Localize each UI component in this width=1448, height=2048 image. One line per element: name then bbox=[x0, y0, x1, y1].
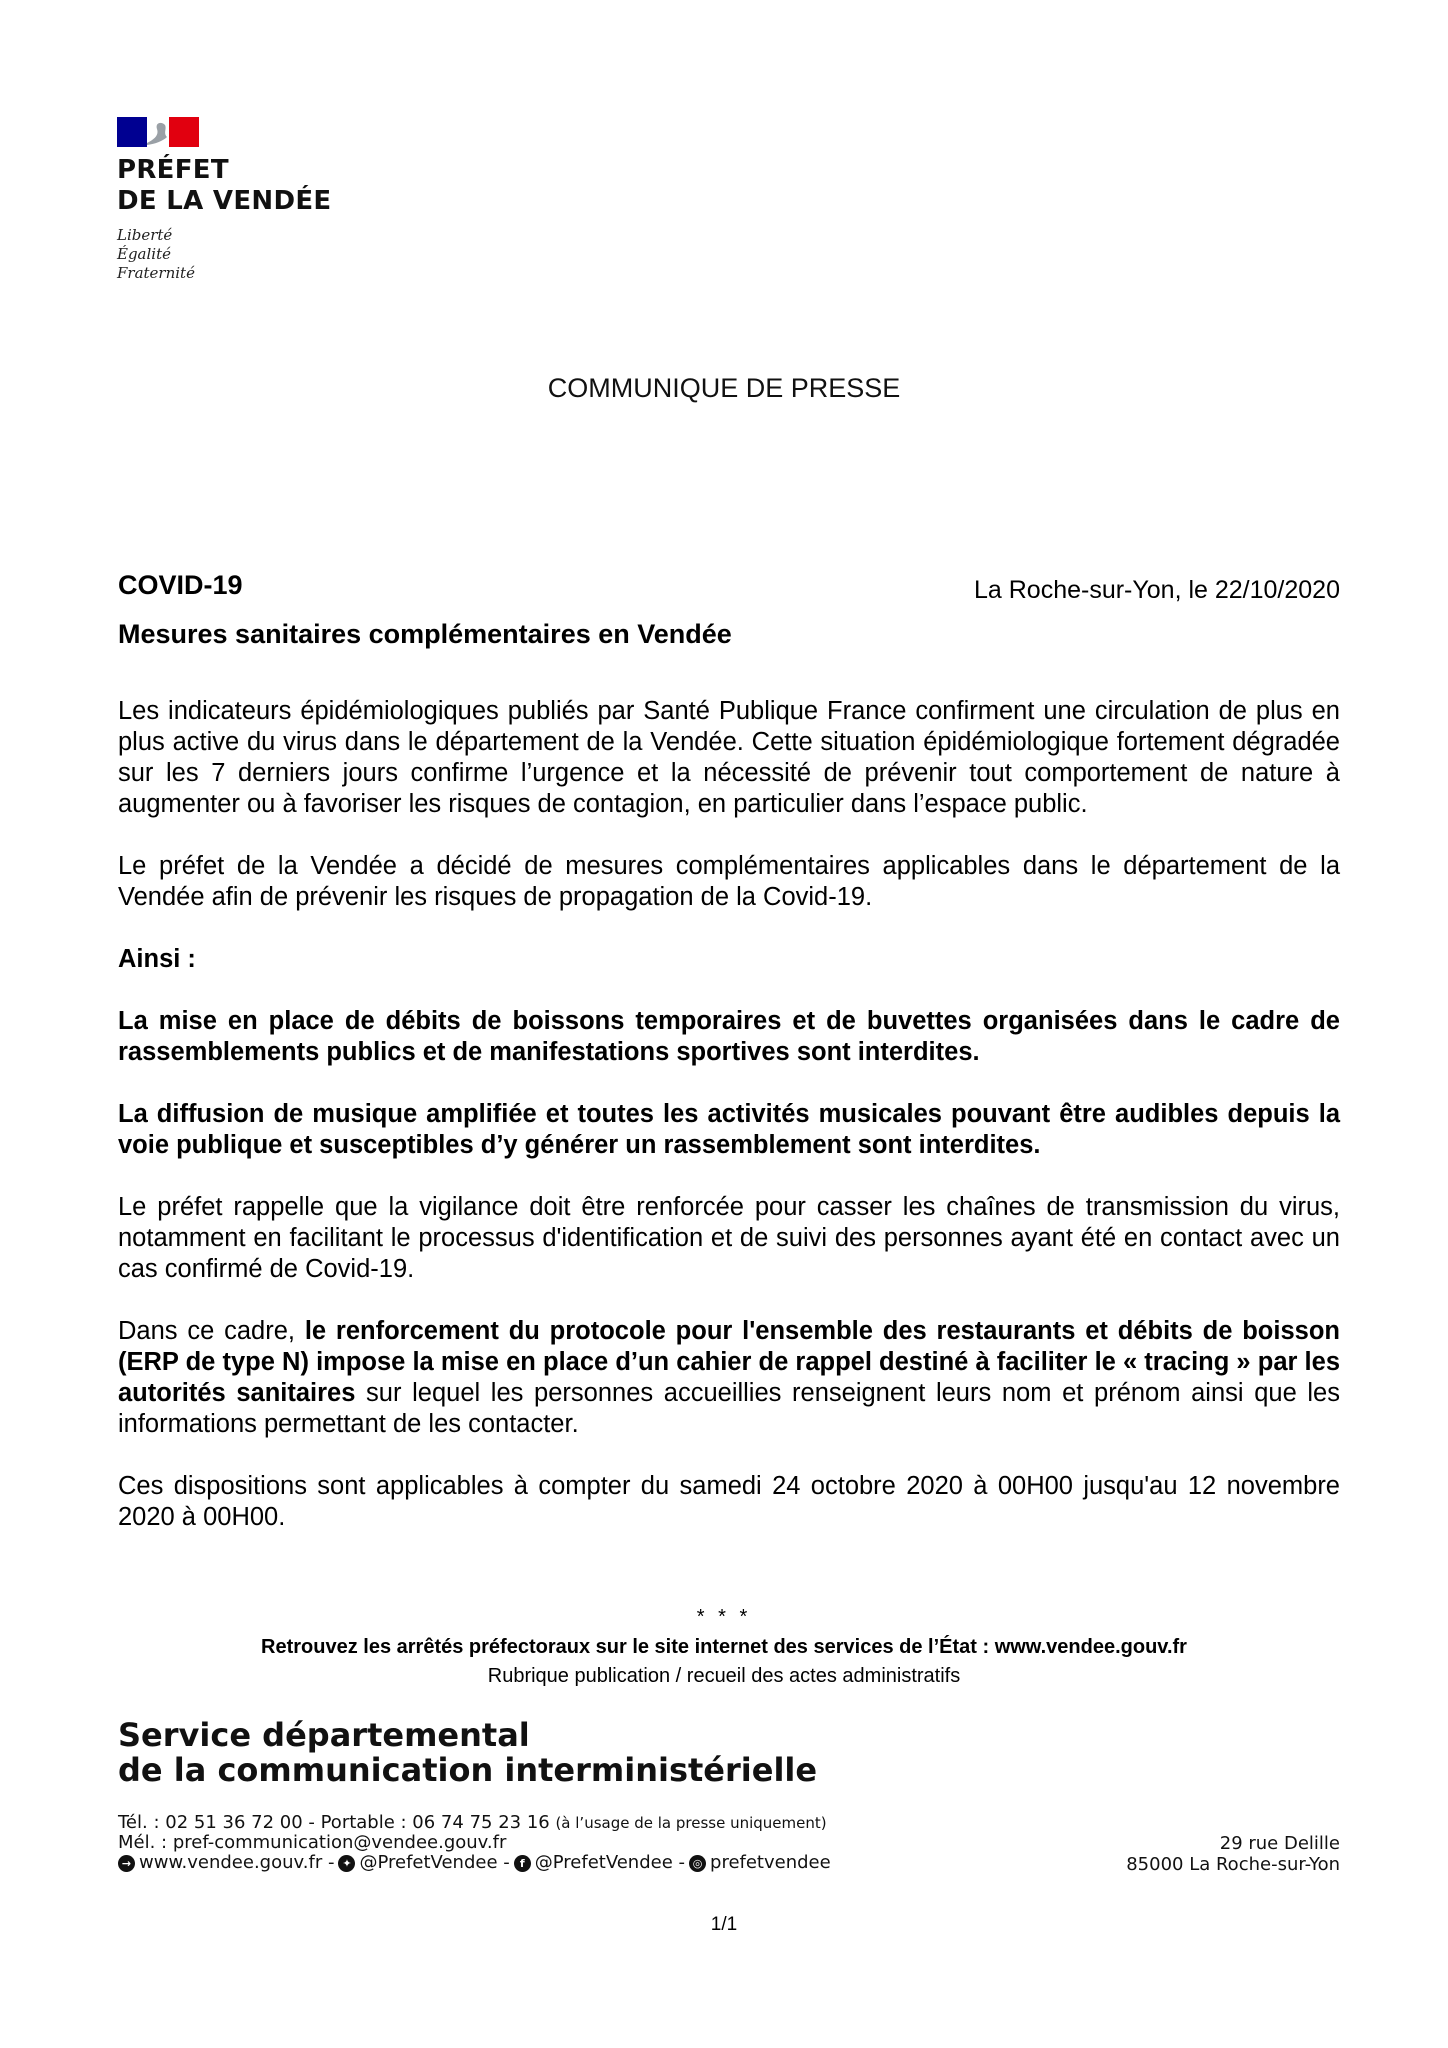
prefecture-logo bbox=[117, 117, 331, 283]
page-number: 1/1 bbox=[710, 1914, 738, 1935]
measure-drinks-ban: La mise en place de débits de boissons temporaires et de buvettes organisées dans le cadre de rassemblements publics et de manifestations sportives sont interdites. bbox=[118, 1007, 1340, 1066]
measure-music-ban: La diffusion de musique amplifiée et toutes les activités musicales pouvant être audibles depuis la voie publique et susceptibles d’y générer un rassemblement sont interdites. bbox=[118, 1100, 1340, 1159]
email-line: Mél. : pref-communication@vendee.gouv.fr bbox=[118, 1832, 507, 1853]
phone-note: (à l’usage de la presse uniquement) bbox=[555, 1814, 827, 1832]
republic-motto bbox=[117, 226, 331, 283]
press-release-body bbox=[118, 696, 1340, 1564]
social-links bbox=[118, 1853, 831, 1873]
motto-liberte: Liberté bbox=[117, 226, 173, 244]
phone-line bbox=[118, 1813, 831, 1833]
website-rubric: Rubrique publication / recueil des actes administratifs bbox=[487, 1665, 961, 1687]
motto-fraternite: Fraternité bbox=[117, 264, 195, 282]
subject-title: COVID-19 bbox=[118, 570, 243, 600]
website-link: www.vendee.gouv.fr - bbox=[139, 1852, 335, 1873]
instagram-icon: ◎ bbox=[689, 1855, 706, 1872]
document-type-title: COMMUNIQUE DE PRESSE bbox=[547, 373, 901, 403]
service-name-line-2: de la communication interministérielle bbox=[118, 1751, 818, 1789]
dateline: La Roche-sur-Yon, le 22/10/2020 bbox=[973, 576, 1340, 604]
paragraph-decision: Le préfet de la Vendée a décidé de mesures complémentaires applicables dans le département de la Vendée afin de prévenir les risques de propagation de la Covid-19. bbox=[118, 852, 1340, 911]
facebook-icon: f bbox=[514, 1855, 531, 1872]
marianne-flag-icon bbox=[117, 117, 199, 147]
paragraph-dates: Ces dispositions sont applicables à compter du samedi 24 octobre 2020 à 00H00 jusqu'au 12 novembre 2020 à 00H00. bbox=[118, 1472, 1340, 1531]
motto-egalite: Égalité bbox=[117, 245, 171, 263]
instagram-handle: prefetvendee bbox=[710, 1852, 831, 1873]
paragraph-context: Les indicateurs épidémiologiques publiés par Santé Publique France confirment une circulation de plus en plus active du virus dans le département de la Vendée. Cette situation épidémiologique fortement dégradée sur les 7 derniers jours confirme l’urgence et la nécessité de prévenir tout comportement de nature à augmenter ou à favoriser les risques de contagion, en particulier dans l’espace public. bbox=[118, 697, 1340, 818]
service-name-line-1: Service départemental bbox=[118, 1716, 530, 1754]
service-name bbox=[118, 1718, 817, 1788]
web-icon: → bbox=[118, 1855, 135, 1872]
subject-subtitle: Mesures sanitaires complémentaires en Vendée bbox=[118, 619, 732, 649]
phone-numbers: Tél. : 02 51 36 72 00 - Portable : 06 74 75 23 16 bbox=[118, 1812, 556, 1833]
protocol-intro: Dans ce cadre, bbox=[118, 1317, 305, 1345]
prefet-title bbox=[117, 155, 331, 217]
facebook-handle: @PrefetVendee - bbox=[534, 1852, 686, 1873]
separator-stars: * * * bbox=[696, 1606, 752, 1628]
paragraph-vigilance: Le préfet rappelle que la vigilance doit être renforcée pour casser les chaînes de transmission du virus, notamment en facilitant le processus d'identification et de suivi des personnes ayant été en contact avec un cas confirmé de Covid-19. bbox=[118, 1193, 1340, 1283]
address-city: 85000 La Roche-sur-Yon bbox=[1126, 1854, 1340, 1875]
paragraph-protocol bbox=[118, 1316, 1340, 1440]
prefet-title-line-2: DE LA VENDÉE bbox=[117, 186, 332, 216]
postal-address bbox=[1126, 1833, 1340, 1875]
protocol-details: sur lequel les personnes accueillies renseignent leurs nom et prénom ainsi que les informations permettant de les contacter. bbox=[118, 1379, 1340, 1438]
paragraph-ainsi: Ainsi : bbox=[118, 945, 196, 973]
website-note: Retrouvez les arrêtés préfectoraux sur le site internet des services de l’État : www.vendee.gouv.fr bbox=[261, 1636, 1187, 1658]
protocol-measure: le renforcement du protocole pour l'ensemble des restaurants et débits de boisson (ERP de type N) impose la mise en place d’un cahier de rappel destiné à faciliter le « tracing » par les autorités sanitaires bbox=[118, 1317, 1340, 1407]
twitter-icon: ✦ bbox=[338, 1855, 355, 1872]
prefet-title-line-1: PRÉFET bbox=[117, 155, 229, 185]
contact-block bbox=[118, 1813, 831, 1873]
address-street: 29 rue Delille bbox=[1219, 1833, 1340, 1854]
twitter-handle: @PrefetVendee - bbox=[359, 1852, 510, 1873]
